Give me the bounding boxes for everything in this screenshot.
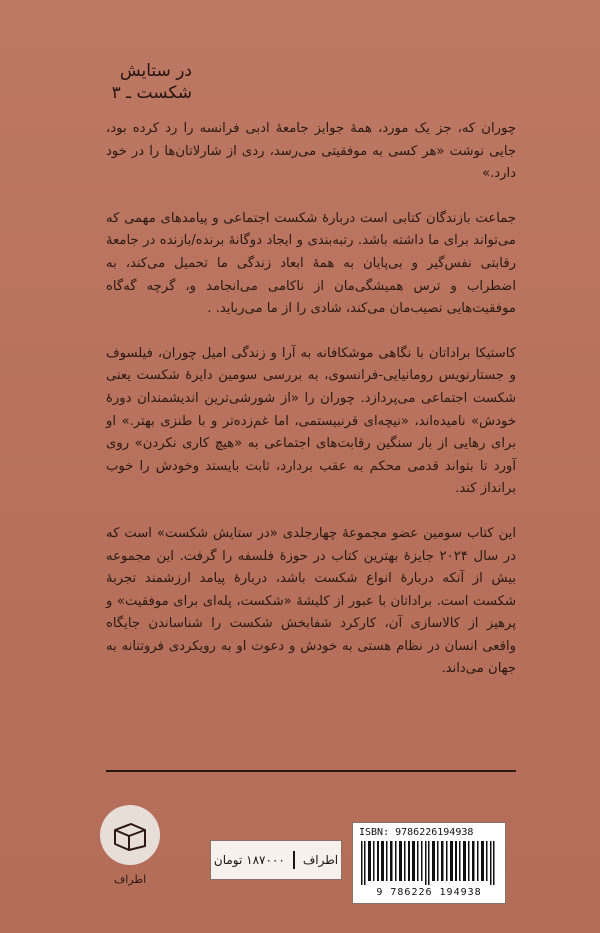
- blurb-paragraph-1: چوران که، جز یک مورد، همهٔ جوایز جامعهٔ ادبی فرانسه را رد کرده بود، جایی نوشت «هر کسی به موفقیتی می‌رسد، ردی از شارلاتان‌ها را در خود دارد.»: [106, 121, 516, 182]
- blurb-paragraph-2: جماعت بازندگان کتابی است دربارهٔ شکست اجتماعی و پیامدهای مهمی که می‌تواند برای ما داشته باشد. رتبه‌بندی و ایجاد دوگانهٔ برنده/بازنده در جامعهٔ رقابتی نفس‌گیر و بی‌پایان به همهٔ ابعاد زندگی ما تحمیل می‌کند، به اضطراب و ترس همیشگی‌مان از ناکامی می‌انجامد و، گرچه گه‌گاه موفقیت‌هایی نصیب‌مان می‌کند، شادی را از ما می‌رباید. .: [106, 210, 516, 317]
- price-publisher: اطراف: [302, 853, 339, 867]
- barcode-icon: [359, 841, 499, 885]
- publisher-name: اطراف: [113, 873, 147, 886]
- series-title: [52, 60, 192, 104]
- blurb-paragraph-3: کاستیکا براداتان با نگاهی موشکافانه به آرا و زندگی امیل چوران، فیلسوف و جستارنویس رومانیایی-فرانسوی، به بررسی سومین دایرهٔ شکست یعنی شکست اجتماعی می‌پردازد. چوران را «از شورشی‌ترین اندیشمندان دورهٔ خودش» نامیده‌اند، «نیچه‌ای قرنبیستمی، اما غم‌زده‌تر و با طنزی بهتر.» او برای رهایی از بار سنگین رقابت‌های اجتماعی به «هیچ کاری نکردن» روی آورد تا بتواند قدمی محکم به عقب بردارد، ثابت بایستد وخودش را خوب برانداز کند.: [106, 345, 516, 497]
- blurb-paragraph-4: این کتاب سومین عضو مجموعهٔ چهارجلدی «در ستایش شکست» است که در سال ۲۰۲۴ جایزهٔ بهترین کتاب در حوزهٔ فلسفه را گرفت. این مجموعه بیش از آنکه دربارهٔ انواع شکست باشد، دربارهٔ پیامد ارزشمند تجربهٔ شکست است. براداتان با عبور از کلیشهٔ «شکست، پله‌ای برای موفقیت» و پرهیز از کالاسازی آن، کارکرد شفابخش شکست را شناساندن جایگاه واقعی انسان در نظام هستی به خودش و دعوت او به رویکردی فروتنانه به جهان می‌داند.: [106, 525, 516, 677]
- barcode-sticker: [352, 822, 506, 904]
- divider: [106, 770, 516, 772]
- series-title-line-2: شکست ـ ۳: [111, 83, 192, 103]
- publisher-logo: [100, 805, 160, 865]
- isbn-label: ISBN: 9786226194938: [359, 827, 474, 838]
- blurb-text: [106, 118, 516, 703]
- barcode-number: 9 786226 194938: [376, 887, 482, 898]
- price-label: [210, 840, 342, 880]
- price-amount: ۱۸۷۰۰۰ تومان: [213, 853, 285, 867]
- price-separator: [293, 851, 295, 869]
- folder-logo-icon: [111, 818, 149, 852]
- series-title-line-1: در ستایش: [119, 61, 192, 81]
